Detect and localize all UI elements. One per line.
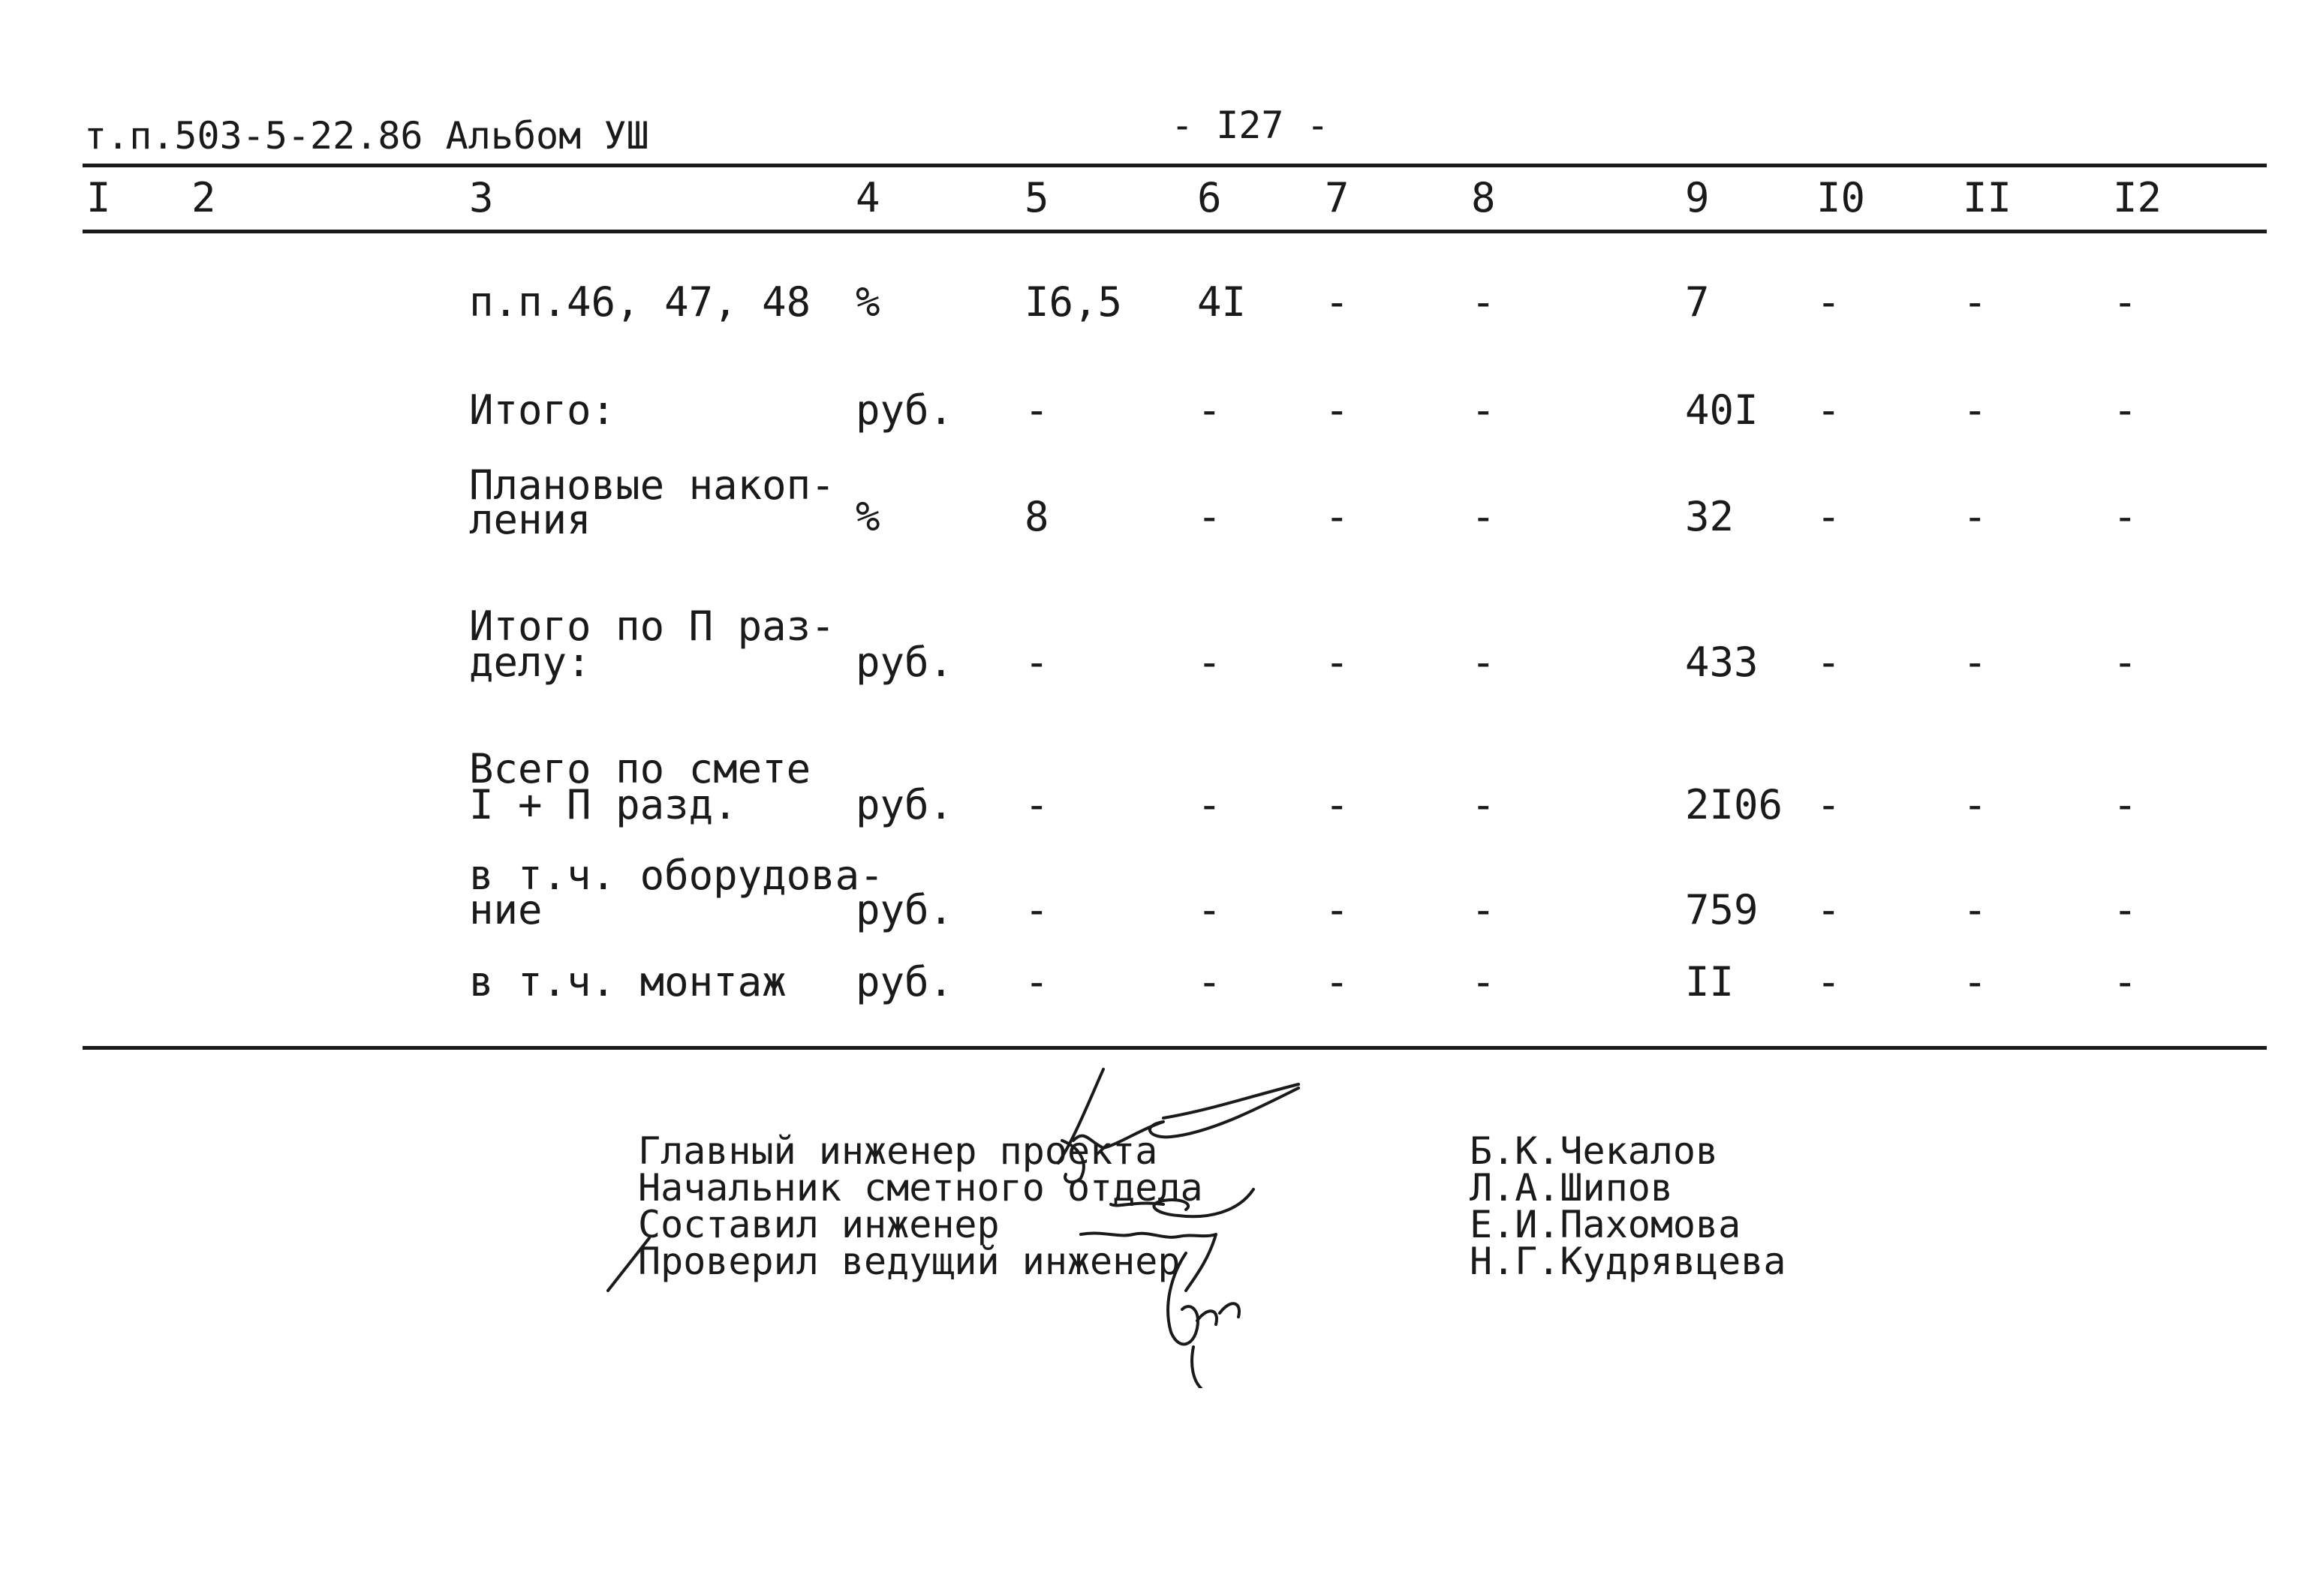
- cell-col-7: -: [1325, 639, 1350, 686]
- cell-col-5: 8: [1025, 493, 1049, 540]
- column-header-9: 9: [1685, 174, 1710, 221]
- signature-role-1: Главный инженер проекта: [638, 1129, 1158, 1173]
- signature-2-stroke: [1111, 1189, 1253, 1216]
- cell-col-11: -: [1963, 958, 1988, 1005]
- row-unit: руб.: [856, 958, 954, 1005]
- cell-col-12: -: [2113, 278, 2138, 326]
- row-name: в т.ч. монтаж: [469, 958, 787, 1005]
- column-header-2: 2: [191, 174, 216, 221]
- signature-person-3: Е.И.Пахомова: [1470, 1203, 1741, 1246]
- cell-col-7: -: [1325, 886, 1350, 933]
- cell-col-6: -: [1197, 639, 1222, 686]
- signature-person-2: Л.А.Шипов: [1470, 1166, 1673, 1210]
- row-unit: руб.: [856, 781, 954, 828]
- cell-col-10: -: [1816, 278, 1841, 326]
- row-name: Итого:: [469, 386, 616, 434]
- cell-col-10: -: [1816, 639, 1841, 686]
- cell-col-12: -: [2113, 886, 2138, 933]
- cell-col-10: -: [1816, 781, 1841, 828]
- handwritten-signatures: [593, 1050, 1509, 1388]
- cell-col-6: -: [1197, 958, 1222, 1005]
- page-number: - I27 -: [1171, 104, 1329, 147]
- cell-col-12: -: [2113, 781, 2138, 828]
- signature-person-4: Н.Г.Кудрявцева: [1470, 1240, 1786, 1283]
- cell-col-8: -: [1471, 639, 1496, 686]
- signature-3-stroke: [1081, 1234, 1216, 1291]
- cell-col-6: 4I: [1197, 278, 1247, 326]
- row-unit: руб.: [856, 386, 954, 434]
- cell-col-12: -: [2113, 386, 2138, 434]
- cell-col-9: 759: [1685, 886, 1759, 933]
- cell-col-9: 32: [1685, 493, 1735, 540]
- cell-col-7: -: [1325, 278, 1350, 326]
- column-header-4: 4: [856, 174, 880, 221]
- cell-col-7: -: [1325, 781, 1350, 828]
- cell-col-8: -: [1471, 493, 1496, 540]
- row-unit: %: [856, 493, 880, 540]
- column-header-3: 3: [469, 174, 494, 221]
- check-slash-mark: [608, 1238, 649, 1291]
- cell-col-12: -: [2113, 639, 2138, 686]
- cell-col-9: II: [1685, 958, 1735, 1005]
- bottom-rule: [83, 1046, 2267, 1050]
- column-header-5: 5: [1025, 174, 1049, 221]
- cell-col-5: -: [1025, 958, 1049, 1005]
- cell-col-9: 433: [1685, 639, 1759, 686]
- column-header-8: 8: [1471, 174, 1496, 221]
- cell-col-5: -: [1025, 781, 1049, 828]
- row-unit: руб.: [856, 639, 954, 686]
- document-reference: т.п.503-5-22.86 Альбом УШ: [84, 114, 649, 158]
- cell-col-10: -: [1816, 386, 1841, 434]
- signature-role-3: Составил инженер: [638, 1203, 1000, 1246]
- cell-col-8: -: [1471, 278, 1496, 326]
- cell-col-11: -: [1963, 493, 1988, 540]
- row-name-line-1: в т.ч. оборудова-: [469, 852, 884, 899]
- row-unit: %: [856, 278, 880, 326]
- cell-col-12: -: [2113, 493, 2138, 540]
- cell-col-12: -: [2113, 958, 2138, 1005]
- signature-1-stroke-b: [1163, 1084, 1298, 1118]
- cell-col-11: -: [1963, 781, 1988, 828]
- row-name-line-2: ние: [469, 886, 543, 933]
- column-header-11: II: [1963, 174, 2012, 221]
- cell-col-5: I6,5: [1025, 278, 1123, 326]
- cell-col-6: -: [1197, 781, 1222, 828]
- row-name-line-1: Всего по смете: [469, 745, 811, 792]
- row-name-line-1: Итого по П раз-: [469, 603, 835, 650]
- cell-col-10: -: [1816, 493, 1841, 540]
- cell-col-9: 2I06: [1685, 781, 1783, 828]
- cell-col-11: -: [1963, 639, 1988, 686]
- cell-col-6: -: [1197, 386, 1222, 434]
- cell-col-6: -: [1197, 886, 1222, 933]
- row-unit: руб.: [856, 886, 954, 933]
- signature-4-stroke: [1168, 1253, 1239, 1388]
- signature-role-2: Начальник сметного отдела: [638, 1166, 1203, 1210]
- cell-col-7: -: [1325, 493, 1350, 540]
- row-name-line-2: делу:: [469, 639, 591, 686]
- cell-col-10: -: [1816, 886, 1841, 933]
- signature-1-stroke-a: [1073, 1088, 1298, 1148]
- row-name-line-1: Плановые накоп-: [469, 461, 835, 509]
- cell-col-7: -: [1325, 958, 1350, 1005]
- column-header-12: I2: [2113, 174, 2162, 221]
- cell-col-7: -: [1325, 386, 1350, 434]
- signature-role-4: Проверил ведущий инженер: [638, 1240, 1181, 1283]
- column-header-1: I: [86, 174, 111, 221]
- cell-col-8: -: [1471, 386, 1496, 434]
- cell-col-5: -: [1025, 886, 1049, 933]
- top-rule: [83, 164, 2267, 167]
- cell-col-11: -: [1963, 278, 1988, 326]
- cell-col-11: -: [1963, 386, 1988, 434]
- signature-1-stroke-c: [1058, 1069, 1103, 1182]
- signature-person-1: Б.К.Чекалов: [1470, 1129, 1719, 1173]
- cell-col-5: -: [1025, 386, 1049, 434]
- cell-col-5: -: [1025, 639, 1049, 686]
- cell-col-8: -: [1471, 958, 1496, 1005]
- cell-col-11: -: [1963, 886, 1988, 933]
- row-name-line-2: I + П разд.: [469, 781, 738, 828]
- cell-col-9: 7: [1685, 278, 1710, 326]
- header-rule: [83, 230, 2267, 233]
- column-header-10: I0: [1816, 174, 1866, 221]
- row-name: п.п.46, 47, 48: [469, 278, 811, 326]
- column-header-7: 7: [1325, 174, 1350, 221]
- cell-col-8: -: [1471, 781, 1496, 828]
- cell-col-10: -: [1816, 958, 1841, 1005]
- row-name-line-2: ления: [469, 496, 591, 543]
- cell-col-9: 40I: [1685, 386, 1759, 434]
- cell-col-8: -: [1471, 886, 1496, 933]
- column-header-6: 6: [1197, 174, 1222, 221]
- cell-col-6: -: [1197, 493, 1222, 540]
